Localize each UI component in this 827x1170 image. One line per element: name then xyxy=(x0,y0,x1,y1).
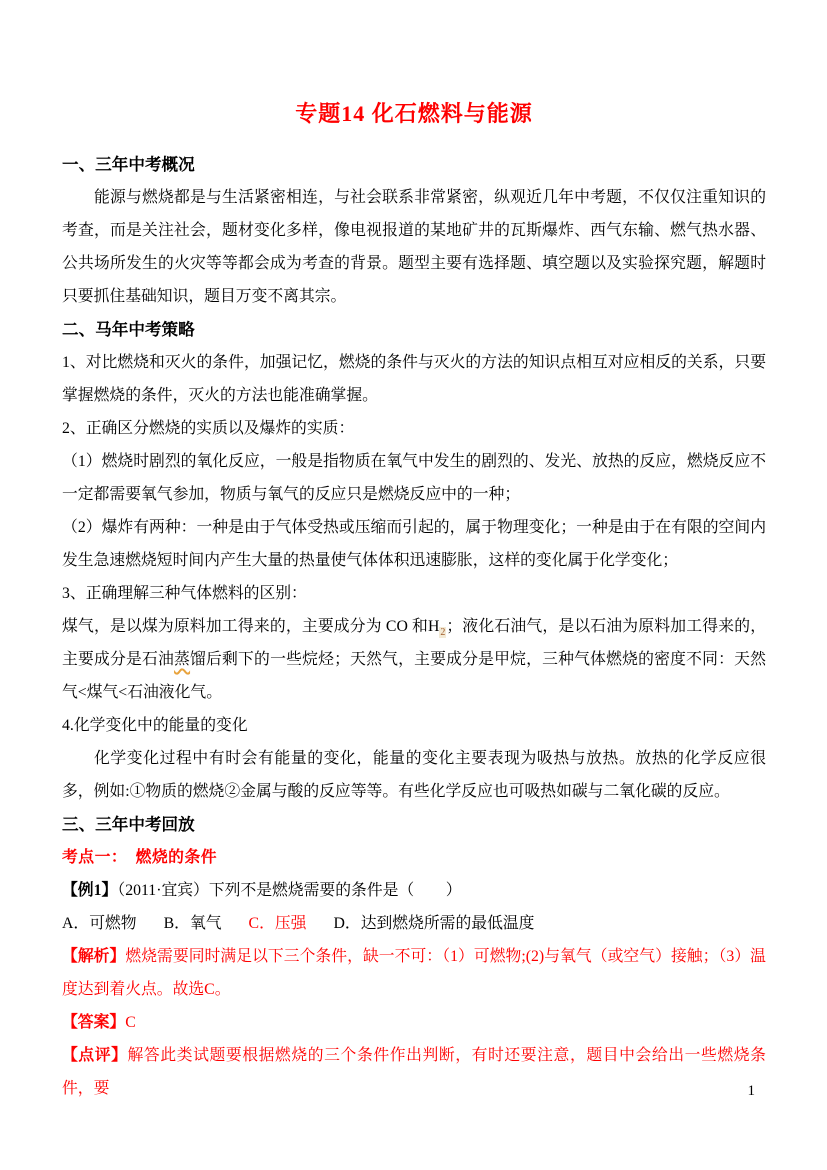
h2-subscript: 2 xyxy=(440,627,446,639)
example-question-line xyxy=(62,874,766,907)
option-b: B．氧气 xyxy=(163,915,222,932)
page-number: 1 xyxy=(747,1083,755,1099)
analysis-label: 【解析】 xyxy=(62,948,126,965)
strategy-point-3: 3、正确理解三种气体燃料的区别： xyxy=(62,585,307,602)
spellcheck-underlined-char: 蒸 xyxy=(174,651,191,668)
fuel-text-mid: ；液化石油气，是以石油为原料加工得来的，主要成分是石油 xyxy=(62,618,766,668)
section-heading-strategy: 二、马年中考策略 xyxy=(62,320,195,339)
overview-paragraph: 能源与燃烧都是与生活紧密相连，与社会联系非常紧密，纵观近几年中考题，不仅仅注重知识的考查，而是关注社会，题材变化多样，像电视报道的某地矿井的瓦斯爆炸、西气东输、燃气热水器、公共场所发生的火灾等等都会成为考查的背景。题型主要有选择题、填空题以及实验探究题，解题时只要抓住基础知识，题目万变不离其宗。 xyxy=(62,189,766,305)
analysis-paragraph xyxy=(62,940,766,1006)
fuel-comparison-paragraph xyxy=(62,610,766,709)
fuel-text-before-subscript: 煤气，是以煤为原料加工得来的，主要成分为 CO 和H xyxy=(62,618,440,635)
options-row xyxy=(62,907,766,940)
answer-paragraph xyxy=(62,1006,766,1039)
comment-paragraph xyxy=(62,1039,766,1105)
page-title: 专题14 化石燃料与能源 xyxy=(295,101,533,126)
example-label: 【例1】 xyxy=(62,882,118,899)
strategy-point-4: 4.化学变化中的能量的变化 xyxy=(62,717,248,734)
option-c-highlighted: C．压强 xyxy=(248,915,307,932)
strategy-point-4-detail: 化学变化过程中有时会有能量的变化，能量的变化主要表现为吸热与放热。放热的化学反应很多，例如:①物质的燃烧②金属与酸的反应等等。有些化学反应也可吸热如碳与二氧化碳的反应。 xyxy=(62,750,766,800)
document-content xyxy=(62,98,766,1105)
option-a: A．可燃物 xyxy=(62,915,137,932)
option-d: D．达到燃烧所需的最低温度 xyxy=(333,915,535,932)
fuel-text-after: 馏后剩下的一些烷烃；天然气，主要成分是甲烷，三种气体燃烧的密度不同：天然气<煤气<石油液化气。 xyxy=(62,651,766,701)
analysis-text: 燃烧需要同时满足以下三个条件，缺一不可：（1）可燃物;(2)与氧气（或空气）接触；（3）温度达到着火点。故选C。 xyxy=(62,948,766,998)
exam-point-heading: 考点一： 燃烧的条件 xyxy=(62,849,218,866)
comment-text: 解答此类试题要根据燃烧的三个条件作出判断，有时还要注意，题目中会给出一些燃烧条件，要 xyxy=(62,1047,766,1097)
section-heading-overview: 一、三年中考概况 xyxy=(62,155,195,174)
strategy-point-1: 1、对比燃烧和灭火的条件，加强记忆，燃烧的条件与灭火的方法的知识点相互对应相反的关系，只要掌握燃烧的条件，灭火的方法也能准确掌握。 xyxy=(62,354,766,404)
answer-text: C xyxy=(125,1014,136,1031)
comment-label: 【点评】 xyxy=(62,1047,128,1064)
example-question-text: （2011·宜宾）下列不是燃烧需要的条件是（ ） xyxy=(117,882,462,899)
strategy-point-2-sub-2: （2）爆炸有两种：一种是由于气体受热或压缩而引起的，属于物理变化；一种是由于在有限的空间内发生急速燃烧短时间内产生大量的热量使气体体积迅速膨胀，这样的变化属于化学变化； xyxy=(62,519,766,569)
answer-label: 【答案】 xyxy=(62,1014,126,1031)
strategy-point-2-sub-1: （1）燃烧时剧烈的氧化反应，一般是指物质在氧气中发生的剧烈的、发光、放热的反应，燃烧反应不一定都需要氧气参加，物质与氧气的反应只是燃烧反应中的一种； xyxy=(62,453,766,503)
strategy-point-2: 2、正确区分燃烧的实质以及爆炸的实质： xyxy=(62,420,355,437)
section-heading-review: 三、三年中考回放 xyxy=(62,815,195,834)
